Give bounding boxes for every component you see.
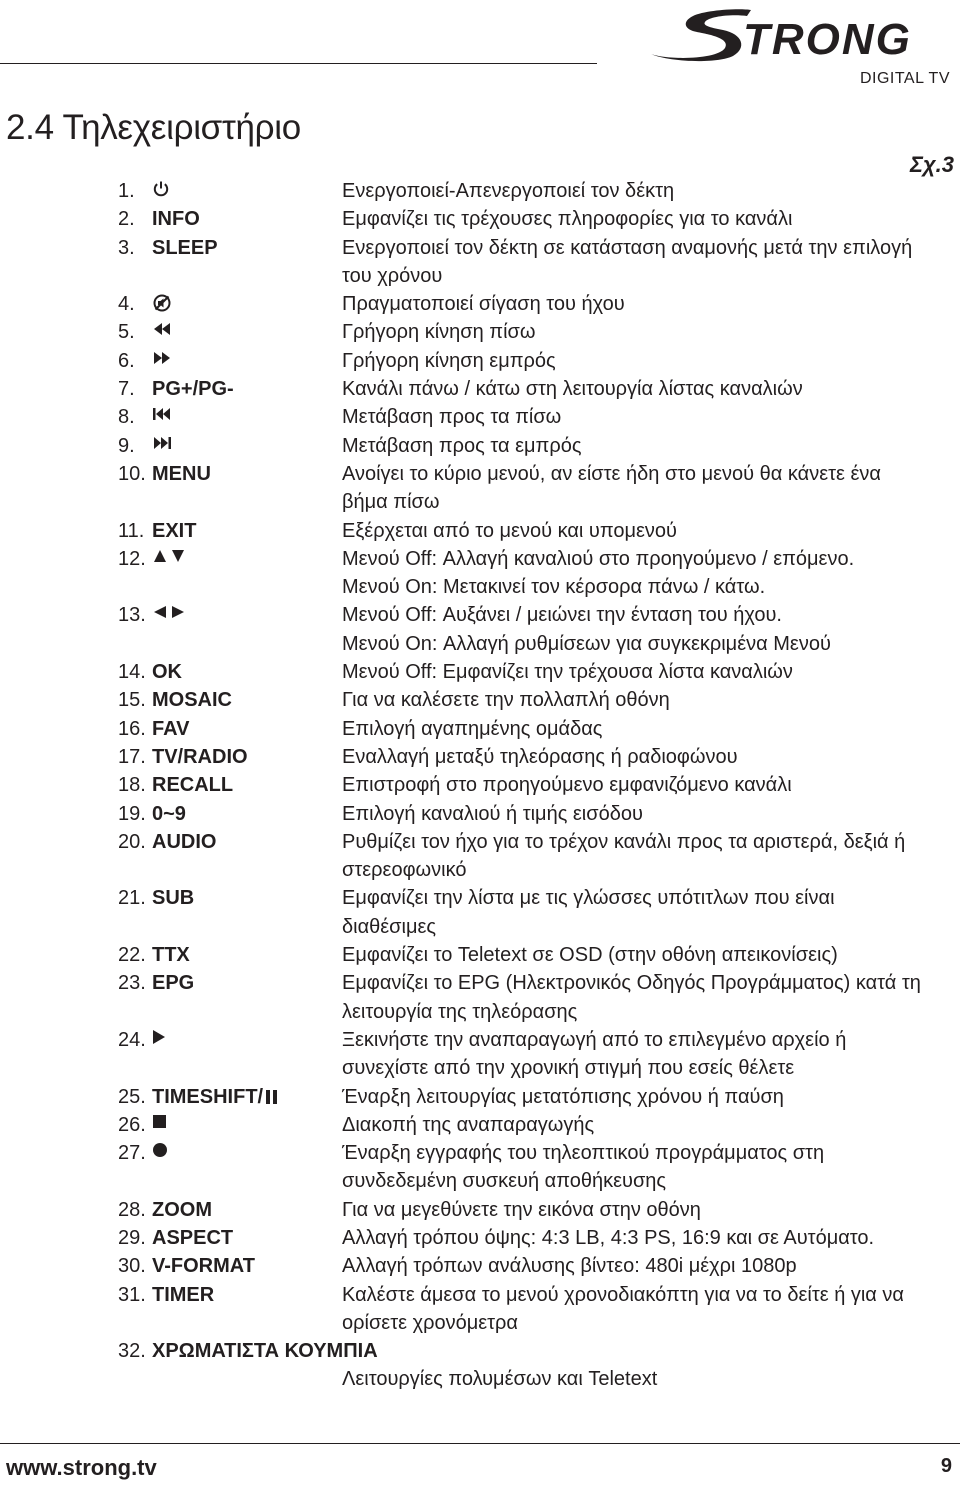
list-item: [0, 290, 960, 318]
list-item: [0, 601, 960, 629]
item-description: Για να καλέσετε την πολλαπλή οθόνη: [342, 689, 670, 712]
item-description: Εμφανίζει τις τρέχουσες πληροφορίες για το κανάλι: [342, 208, 793, 231]
item-number: 13.: [118, 604, 146, 627]
skip-back-icon: [152, 406, 172, 422]
strong-logo: [647, 4, 952, 64]
list-item-continuation: [0, 1054, 960, 1082]
item-number: 6.: [118, 349, 135, 372]
item-number: 29.: [118, 1226, 146, 1249]
key-label: [152, 1114, 167, 1129]
item-number: 31.: [118, 1283, 146, 1306]
mute-icon: [152, 293, 172, 313]
page-number: 9: [940, 1455, 952, 1477]
up-down-arrows-icon: [152, 548, 186, 564]
key-label: [152, 887, 194, 909]
list-item: [0, 205, 960, 233]
item-description: Διακοπή της αναπαραγωγής: [342, 1113, 595, 1136]
key-name: OK: [152, 661, 182, 684]
item-number: 2.: [118, 208, 135, 231]
item-number: 4.: [118, 293, 135, 316]
item-description-line2: Λειτουργίες πολυμέσων και Teletext: [342, 1368, 658, 1391]
item-number: 1.: [118, 180, 135, 202]
item-description: Έναρξη λειτουργίας μετατόπισης χρόνου ή παύση: [342, 1085, 784, 1108]
list-item: [0, 884, 960, 912]
svg-text:TRONG: TRONG: [743, 15, 912, 64]
item-description: Μενού Off: Αυξάνει / μειώνει την ένταση του ήχου.: [342, 604, 782, 627]
item-number: 11.: [118, 519, 145, 542]
item-number: 3.: [118, 236, 135, 259]
item-description-line2: βήμα πίσω: [342, 491, 440, 514]
key-label: [152, 1227, 233, 1249]
list-item-continuation: [0, 998, 960, 1026]
item-description: Ανοίγει το κύριο μενού, αν είστε ήδη στο μενού θα κάνετε ένα: [342, 462, 881, 485]
key-name: EPG: [152, 972, 195, 995]
key-name: TTX: [152, 944, 190, 967]
item-description-line2: συνεχίστε από την χρονική στιγμή που εσείς θέλετε: [342, 1057, 795, 1080]
key-name: MENU: [152, 462, 211, 485]
key-label: [152, 604, 186, 620]
list-item: [0, 517, 960, 545]
list-item: [0, 347, 960, 375]
key-label: [152, 463, 211, 485]
key-label: [152, 237, 218, 259]
key-label: [152, 293, 172, 313]
list-item: [0, 1111, 960, 1139]
key-label: [152, 718, 189, 740]
list-item: [0, 432, 960, 460]
item-description-line2: λειτουργία της τηλεόρασης: [342, 1000, 578, 1023]
list-item-continuation: [0, 488, 960, 516]
list-item: [0, 969, 960, 997]
key-name: EXIT: [152, 519, 197, 542]
list-item: [0, 743, 960, 771]
brand-subtitle: DIGITAL TV: [859, 70, 950, 87]
key-name: TIMER: [152, 1283, 215, 1306]
pause-icon: [265, 1089, 279, 1105]
key-name: RECALL: [152, 774, 234, 797]
item-description-line2: διαθέσιμες: [342, 915, 437, 938]
item-description: Εμφανίζει το EPG (Ηλεκτρονικός Οδηγός Προγράμματος) κατά τη: [342, 972, 921, 995]
item-number: 10.: [118, 462, 146, 485]
list-item: [0, 1281, 960, 1309]
key-label: [152, 435, 172, 451]
item-description: Γρήγορη κίνηση εμπρός: [342, 349, 556, 372]
item-description: Επιλογή αγαπημένης ομάδας: [342, 717, 603, 740]
list-item-continuation: [0, 262, 960, 290]
item-description: Ρυθμίζει τον ήχο για το τρέχον κανάλι προς τα αριστερά, δεξιά ή: [342, 830, 906, 853]
item-number: 20.: [118, 830, 146, 853]
key-label: [152, 1142, 168, 1158]
item-number: 14.: [118, 661, 146, 684]
item-description: Ενεργοποιεί-Απενεργοποιεί τον δέκτη: [342, 180, 675, 202]
key-label: [152, 944, 190, 966]
list-item: [0, 658, 960, 686]
key-name: MOSAIC: [152, 689, 232, 712]
item-description-line2: ορίσετε χρονόμετρα: [342, 1311, 518, 1334]
key-label: [152, 321, 172, 337]
list-item: [0, 1252, 960, 1280]
item-description: Μετάβαση προς τα εμπρός: [342, 434, 582, 457]
item-number: 9.: [118, 434, 135, 457]
item-number: 7.: [118, 378, 135, 401]
key-label: [152, 661, 182, 683]
item-number: 25.: [118, 1085, 146, 1108]
list-item: [0, 545, 960, 573]
key-name: INFO: [152, 208, 200, 231]
key-label: [152, 1086, 279, 1108]
item-number: 30.: [118, 1255, 146, 1278]
section-title: 2.4 Τηλεχειριστήριο: [6, 108, 301, 147]
list-item-continuation: [0, 1167, 960, 1195]
list-item: [0, 828, 960, 856]
list-item: [0, 771, 960, 799]
list-item: [0, 941, 960, 969]
key-label: [152, 972, 194, 994]
item-description-line2: του χρόνου: [342, 264, 443, 287]
item-number: 23.: [118, 972, 146, 995]
header-rule: [0, 63, 597, 64]
key-label: [152, 746, 248, 768]
item-number: 32.: [118, 1340, 146, 1363]
item-description: Εμφανίζει την λίστα με τις γλώσσες υπότιτλων που είναι: [342, 887, 835, 910]
item-number: 24.: [118, 1028, 146, 1051]
key-label: [152, 1255, 255, 1277]
item-number: 28.: [118, 1198, 146, 1221]
fast-forward-icon: [152, 350, 172, 366]
item-description-line2: συνδεδεμένη συσκευή αποθήκευσης: [342, 1170, 667, 1193]
key-name: ΧΡΩΜΑΤΙΣΤΑ ΚΟΥΜΠΙΑ: [152, 1340, 378, 1363]
item-description: Έναρξη εγγραφής του τηλεοπτικού προγράμματος στη: [342, 1142, 825, 1165]
item-description: Εξέρχεται από το μενού και υπομενού: [342, 519, 677, 542]
list-item: [0, 800, 960, 828]
list-item: [0, 1139, 960, 1167]
key-label: [152, 208, 200, 230]
item-description-line2: στερεοφωνικό: [342, 859, 467, 882]
list-item: [0, 403, 960, 431]
key-name: TIMESHIFT/: [152, 1085, 264, 1108]
item-number: 18.: [118, 774, 146, 797]
key-label: [152, 831, 216, 853]
key-name: SLEEP: [152, 236, 218, 259]
key-label: [152, 689, 232, 711]
list-item-continuation: [0, 1365, 960, 1393]
list-item: [0, 1083, 960, 1111]
key-label: [152, 1340, 378, 1362]
key-label: [152, 1199, 212, 1221]
list-item: [0, 234, 960, 262]
list-item: [0, 318, 960, 346]
item-description: Μενού Off: Εμφανίζει την τρέχουσα λίστα καναλιών: [342, 661, 793, 684]
list-item: [0, 1224, 960, 1252]
key-name: ASPECT: [152, 1226, 234, 1249]
item-number: 17.: [118, 745, 146, 768]
key-name: PG+/PG-: [152, 378, 234, 401]
item-number: 19.: [118, 802, 146, 825]
key-name: 0~9: [152, 802, 186, 825]
list-item: [0, 460, 960, 488]
list-item: [0, 1026, 960, 1054]
item-description-line2: Μενού On: Μετακινεί τον κέρσορα πάνω / κάτω.: [342, 576, 766, 599]
item-description: Καλέστε άμεσα το μενού χρονοδιακόπτη για να το δείτε ή για να: [342, 1283, 904, 1306]
skip-forward-icon: [152, 435, 172, 451]
key-label: [152, 548, 186, 564]
rewind-icon: [152, 321, 172, 337]
key-name: FAV: [152, 717, 190, 740]
item-description: Αλλαγή τρόπου όψης: 4:3 LB, 4:3 PS, 16:9 και σε Αυτόματο.: [342, 1226, 875, 1249]
key-name: SUB: [152, 887, 195, 910]
record-icon: [152, 1142, 168, 1158]
item-description: Εναλλαγή μεταξύ τηλεόρασης ή ραδιοφώνου: [342, 745, 738, 768]
item-description: Αλλαγή τρόπων ανάλυσης βίντεο: 480i μέχρι 1080p: [342, 1255, 797, 1278]
item-number: 12.: [118, 547, 146, 570]
item-description: Κανάλι πάνω / κάτω στη λειτουργία λίστας καναλιών: [342, 378, 803, 401]
key-label: [152, 1029, 166, 1045]
key-label: [152, 180, 170, 198]
left-right-arrows-icon: [152, 604, 186, 620]
item-description: Μετάβαση προς τα πίσω: [342, 406, 562, 429]
list-item: [0, 715, 960, 743]
item-number: 21.: [118, 887, 146, 910]
figure-reference: Σχ.3: [909, 152, 954, 177]
item-number: 16.: [118, 717, 146, 740]
footer-url: www.strong.tv: [6, 1455, 157, 1480]
item-description: Ξεκινήστε την αναπαραγωγή από το επιλεγμένο αρχείο ή: [342, 1028, 847, 1051]
key-label: [152, 378, 234, 400]
item-number: 5.: [118, 321, 135, 344]
footer-rule: [0, 1443, 960, 1444]
item-number: 8.: [118, 406, 135, 429]
play-icon: [152, 1029, 166, 1045]
item-number: 22.: [118, 944, 146, 967]
remote-control-key-list: [0, 177, 960, 1394]
item-description: Μενού Off: Αλλαγή καναλιού στο προηγούμενο / επόμενο.: [342, 547, 855, 570]
key-label: [152, 350, 172, 366]
item-description: Γρήγορη κίνηση πίσω: [342, 321, 536, 344]
item-description: Ενεργοποιεί τον δέκτη σε κατάσταση αναμονής μετά την επιλογή: [342, 236, 913, 259]
item-description-line2: Μενού On: Αλλαγή ρυθμίσεων για συγκεκριμένα Μενού: [342, 632, 831, 655]
stop-icon: [152, 1114, 167, 1129]
item-description: Για να μεγεθύνετε την εικόνα στην οθόνη: [342, 1198, 701, 1221]
key-label: [152, 520, 196, 542]
list-item-continuation: [0, 630, 960, 658]
key-label: [152, 803, 186, 825]
list-item: [0, 1196, 960, 1224]
key-label: [152, 1284, 214, 1306]
power-icon: [152, 180, 170, 198]
list-item-continuation: [0, 913, 960, 941]
key-label: [152, 774, 233, 796]
list-item: [0, 686, 960, 714]
list-item: [0, 375, 960, 403]
key-name: ZOOM: [152, 1198, 212, 1221]
item-number: 26.: [118, 1113, 146, 1136]
key-name: AUDIO: [152, 830, 217, 853]
item-number: 15.: [118, 689, 146, 712]
list-item-continuation: [0, 1309, 960, 1337]
list-item-continuation: [0, 573, 960, 601]
item-description: Επιλογή καναλιού ή τιμής εισόδου: [342, 802, 643, 825]
list-item: [0, 1337, 960, 1365]
item-number: 27.: [118, 1142, 146, 1165]
item-description: Επιστροφή στο προηγούμενο εμφανιζόμενο κανάλι: [342, 774, 792, 797]
item-description: Πραγματοποιεί σίγαση του ήχου: [342, 293, 625, 316]
key-name: V-FORMAT: [152, 1255, 255, 1278]
item-description: Εμφανίζει το Teletext σε OSD (στην οθόνη απεικονίσεις): [342, 944, 838, 967]
key-label: [152, 406, 172, 422]
list-item-continuation: [0, 856, 960, 884]
key-name: TV/RADIO: [152, 745, 248, 768]
list-item: [0, 177, 960, 205]
